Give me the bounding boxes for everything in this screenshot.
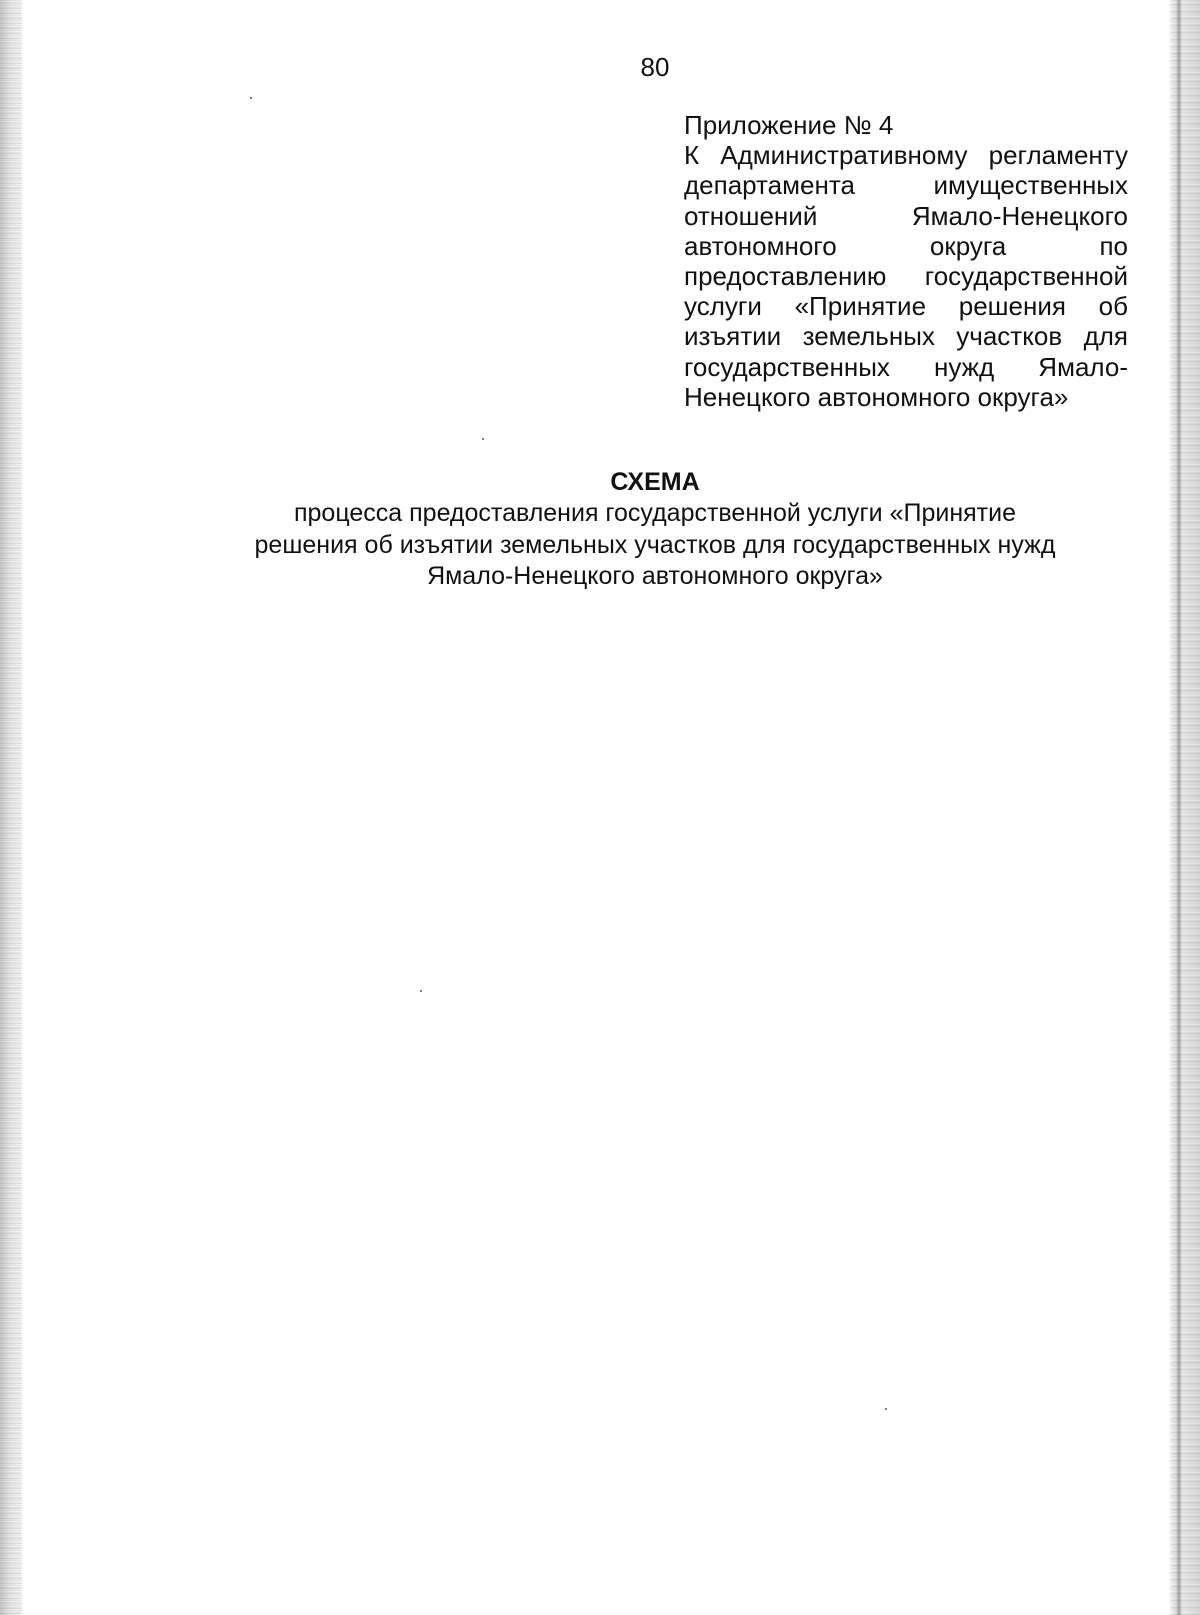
- page-number: 80: [640, 52, 670, 82]
- appendix-text: К Административному регламенту департамента имущественных отношений Ямало-Ненецкого автономного округа по предоставлению государственной услуги «Принятие решения об изъятии земельных участков для государственных нужд Ямало-Ненецкого автономного округа»: [684, 140, 1128, 412]
- scheme-title: СХЕМА: [610, 468, 700, 496]
- scan-speck: [420, 990, 422, 992]
- scheme-subtitle-line: решения об изъятии земельных участков для государственных нужд: [254, 530, 1056, 559]
- scan-right-edge: [1170, 0, 1200, 1615]
- scan-speck: [482, 438, 484, 440]
- scheme-heading: [190, 466, 1120, 593]
- scan-speck: [885, 1408, 887, 1410]
- appendix-number: Приложение № 4: [684, 110, 894, 140]
- appendix-block: [684, 110, 1128, 412]
- scan-speck: [250, 97, 252, 99]
- scheme-subtitle-line: Ямало-Ненецкого автономного округа»: [427, 562, 883, 590]
- scan-left-edge: [0, 0, 22, 1615]
- scheme-subtitle-line: процесса предоставления государственной услуги «Принятие: [293, 499, 1016, 527]
